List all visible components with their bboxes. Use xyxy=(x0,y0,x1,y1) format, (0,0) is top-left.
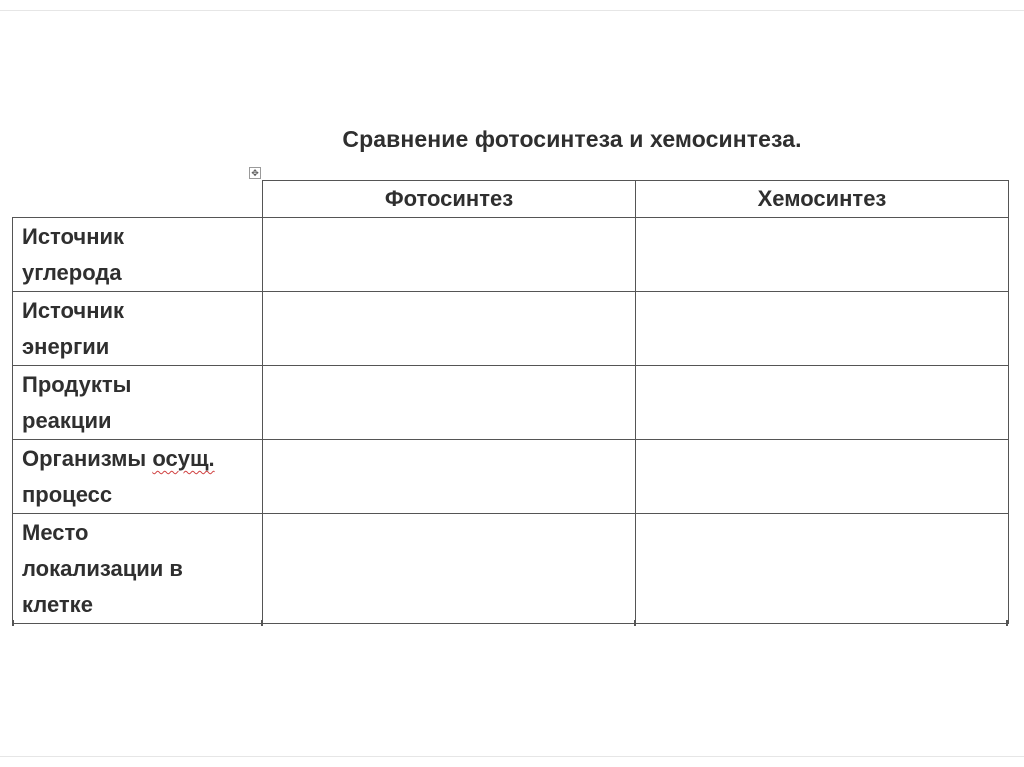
table-corner-cell xyxy=(13,181,263,218)
table-continuation-stubs xyxy=(12,620,1008,626)
column-header-chemosynthesis: Хемосинтез xyxy=(636,181,1009,218)
table-cell-empty[interactable] xyxy=(263,218,636,292)
stub-line xyxy=(261,620,263,626)
row-label-line: процесс xyxy=(22,482,113,507)
comparison-table xyxy=(12,180,1009,624)
row-label-line: энергии xyxy=(22,334,110,359)
spellcheck-word: осущ. xyxy=(152,446,215,471)
row-label-line: Источник xyxy=(22,298,125,323)
slide-bottom-border xyxy=(0,756,1024,757)
table-cell-empty[interactable] xyxy=(636,218,1009,292)
row-header-carbon-source xyxy=(13,218,263,292)
row-label-line: реакции xyxy=(22,408,112,433)
slide-title: Сравнение фотосинтеза и хемосинтеза. xyxy=(342,126,802,152)
slide-top-border xyxy=(0,10,1024,11)
table-cell-empty[interactable] xyxy=(636,366,1009,440)
table-header-row xyxy=(13,181,1009,218)
table-cell-empty[interactable] xyxy=(263,292,636,366)
row-label-line: Источник xyxy=(22,224,125,249)
row-label-line: углерода xyxy=(22,260,122,285)
stub-line xyxy=(1006,620,1008,626)
table-cell-empty[interactable] xyxy=(263,440,636,514)
table-cell-empty[interactable] xyxy=(263,366,636,440)
row-label-line: Организмы xyxy=(22,446,153,471)
row-label-line: Место xyxy=(22,520,89,545)
table-row xyxy=(13,514,1009,624)
row-header-energy-source xyxy=(13,292,263,366)
table-row xyxy=(13,292,1009,366)
table-row xyxy=(13,218,1009,292)
table-cell-empty[interactable] xyxy=(636,514,1009,624)
table-row xyxy=(13,366,1009,440)
row-label-line: локализации в xyxy=(22,556,183,581)
table-row xyxy=(13,440,1009,514)
table-cell-empty[interactable] xyxy=(263,514,636,624)
row-header-organisms xyxy=(13,440,263,514)
table-cell-empty[interactable] xyxy=(636,440,1009,514)
move-arrows-icon[interactable]: ✥ xyxy=(249,167,261,179)
row-label-line: Продукты xyxy=(22,372,132,397)
column-header-photosynthesis: Фотосинтез xyxy=(263,181,636,218)
row-label-line: клетке xyxy=(22,592,93,617)
row-header-reaction-products xyxy=(13,366,263,440)
stub-line xyxy=(634,620,636,626)
table-cell-empty[interactable] xyxy=(636,292,1009,366)
stub-line xyxy=(12,620,14,626)
row-header-localization xyxy=(13,514,263,624)
